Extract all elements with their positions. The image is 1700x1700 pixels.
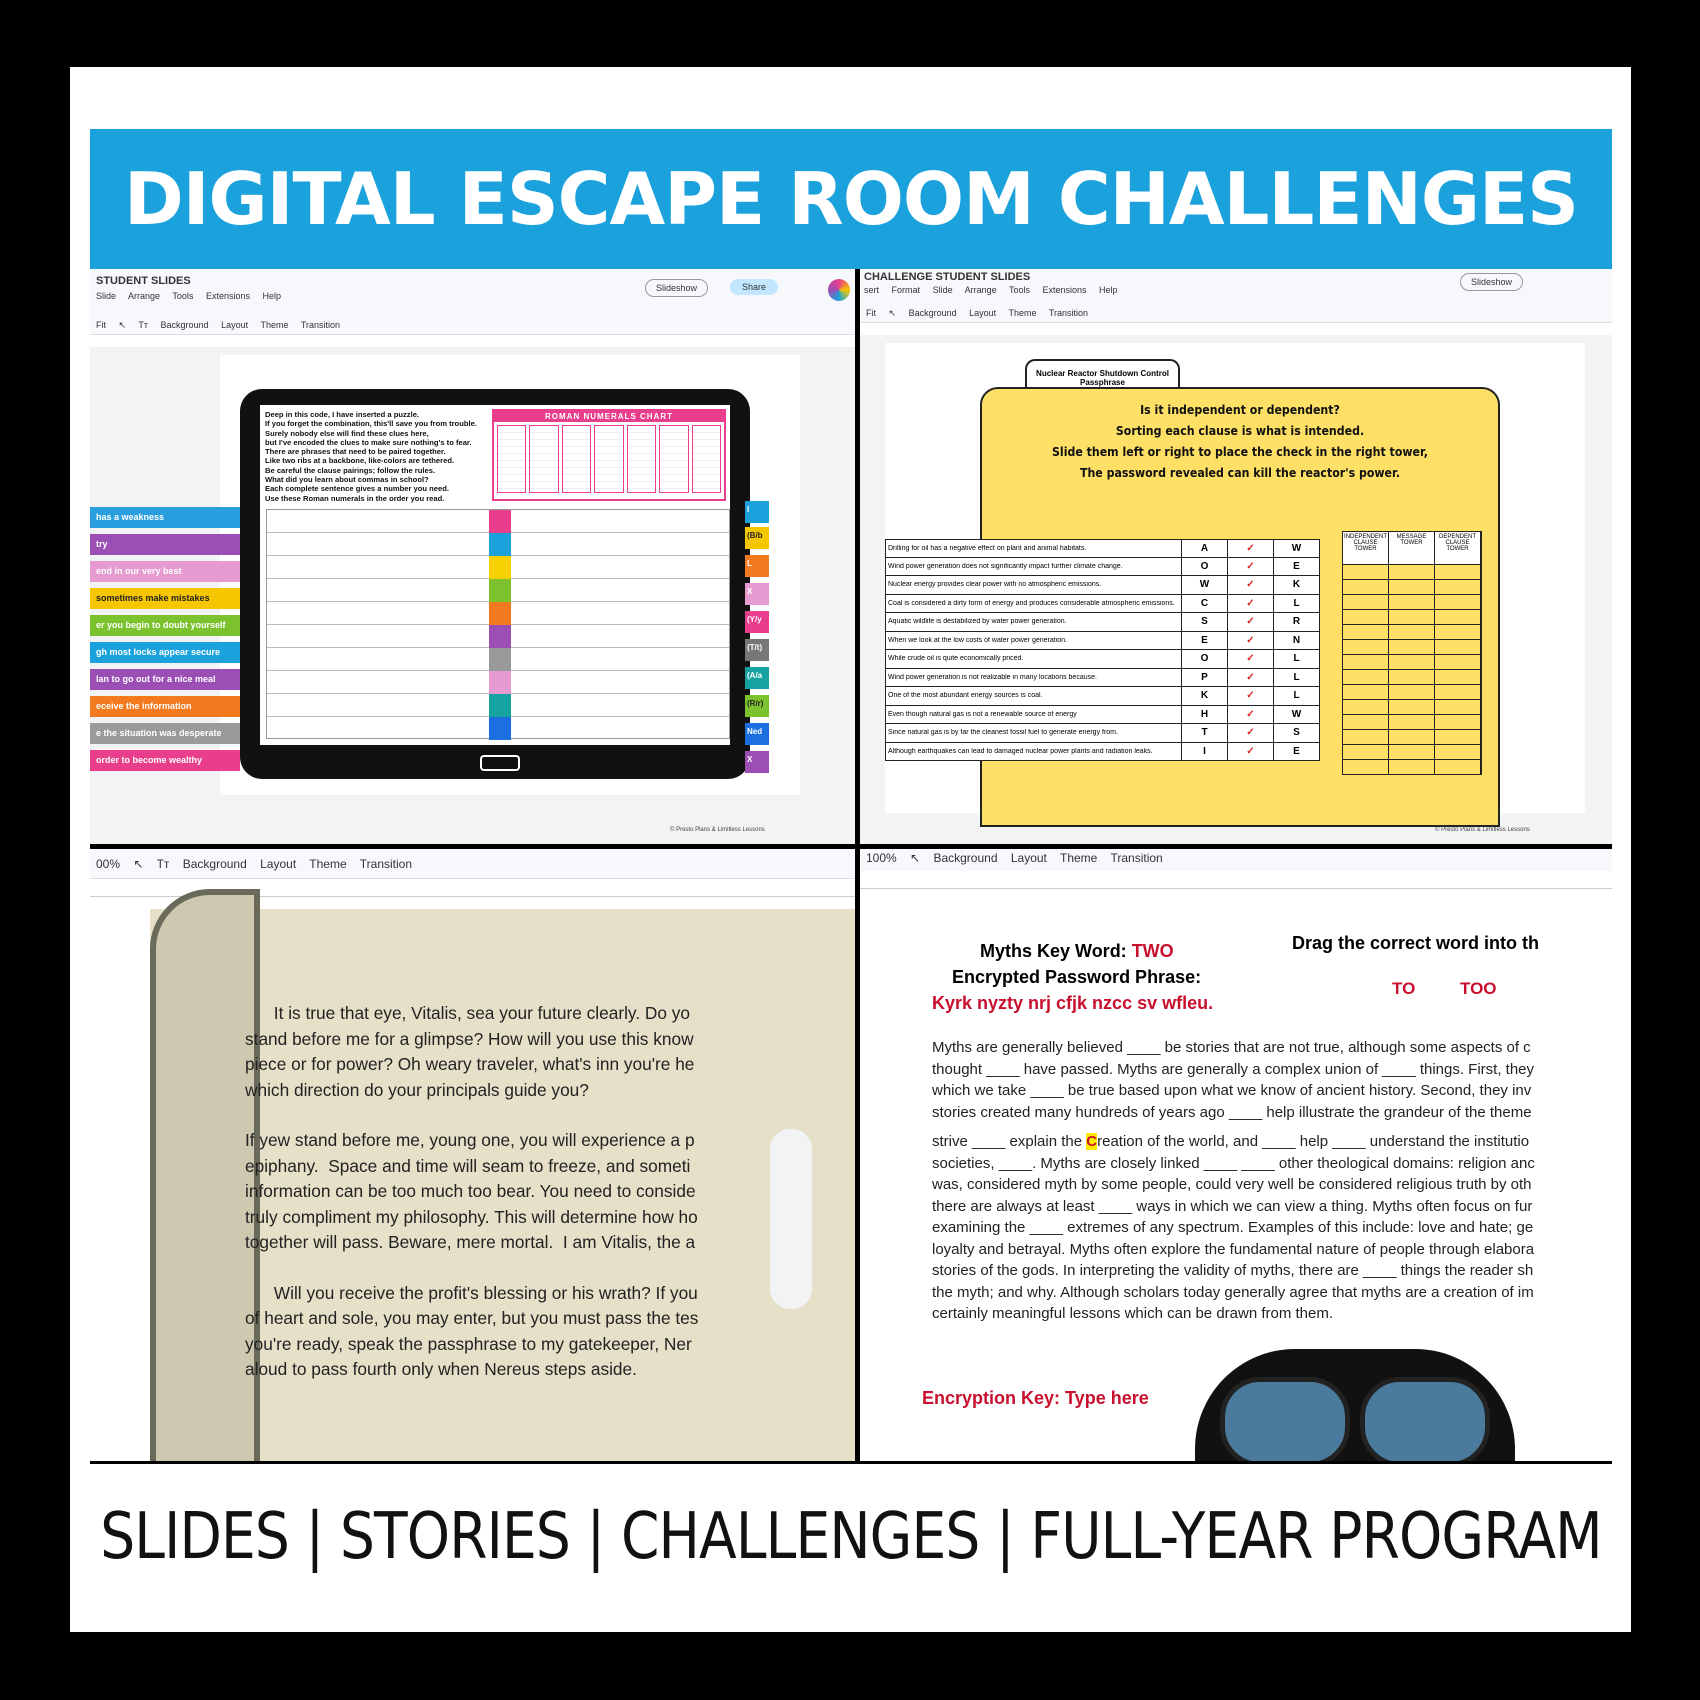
share-button[interactable]: Share — [730, 279, 778, 295]
poem-line: Deep in this code, I have inserted a puzzle. — [265, 410, 420, 419]
menu-format[interactable]: Format — [891, 285, 921, 295]
clue-tile[interactable]: er you begin to doubt yourself — [90, 615, 240, 636]
letter-left: C — [1181, 595, 1227, 613]
screenshot-myths-challenge — [860, 849, 1612, 1461]
myths-passage — [932, 1037, 1612, 1325]
menu-slide[interactable]: Slide — [932, 285, 953, 295]
story-line: of heart and sole, you may enter, but you must pass the tes — [245, 1308, 699, 1328]
slides-toolbar — [90, 317, 855, 335]
tower-row — [1343, 594, 1481, 609]
story-line: stand before me for a glimpse? How will you use this know — [245, 1028, 694, 1049]
background-button[interactable]: Background — [933, 851, 998, 865]
letter-left: T — [1181, 724, 1227, 742]
clause-row[interactable] — [885, 687, 1320, 706]
clause-row[interactable] — [885, 743, 1320, 762]
riddle — [1038, 399, 1443, 483]
slides-toolbar — [860, 849, 1612, 871]
clause-row[interactable] — [885, 706, 1320, 725]
check-icon[interactable]: ✓ — [1227, 706, 1273, 724]
transition-button[interactable]: Transition — [300, 320, 341, 330]
answer-tag[interactable]: (T/t) — [745, 639, 769, 661]
clue-tile[interactable]: lan to go out for a nice meal — [90, 669, 240, 690]
layout-button[interactable]: Layout — [1010, 851, 1047, 865]
tower-row — [1343, 759, 1481, 774]
slides-toolbar — [860, 305, 1612, 323]
theme-button[interactable]: Theme — [309, 857, 347, 871]
clause-text: Wind power generation does not significantly impact further climate change. — [888, 562, 1123, 570]
clause-text: Wind power generation is not realizable in many locations because. — [888, 673, 1097, 681]
clause-text: Since natural gas is by far the cleanest fossil fuel to generate energy from. — [888, 729, 1118, 737]
zoom-fit[interactable]: Fit — [96, 320, 106, 330]
story-paragraph — [245, 1001, 845, 1103]
letter-left: E — [1181, 632, 1227, 650]
letter-left: P — [1181, 669, 1227, 687]
answer-row[interactable] — [267, 579, 729, 602]
clause-text: Coal is considered a dirty form of energy and produces considerable atmospheric emissions. — [888, 599, 1175, 607]
roman-col — [627, 425, 656, 493]
layout-button[interactable]: Layout — [221, 320, 249, 330]
poem-line: Like two ribs at a backbone, like-colors are tethered. — [265, 456, 455, 466]
transition-button[interactable]: Transition — [359, 857, 413, 871]
outer-frame — [70, 67, 1631, 1632]
zoom-level[interactable]: 00% — [96, 857, 121, 871]
clause-text: Aquatic wildlife is destabilized by water power generation. — [888, 618, 1067, 626]
check-icon[interactable]: ✓ — [1227, 613, 1273, 631]
answer-row[interactable] — [267, 648, 729, 671]
clause-text: Even though natural gas is not a renewable source of energy — [888, 710, 1077, 718]
poem-line: Use these Roman numerals in the order you read. — [265, 493, 445, 503]
zoom-fit[interactable]: Fit — [866, 308, 876, 318]
letter-right: E — [1273, 558, 1319, 576]
poem-line: Surely nobody else will find these clues here, — [265, 428, 429, 438]
story-line: aloud to pass fourth only when Nereus steps aside. — [245, 1359, 637, 1379]
doc-title[interactable]: STUDENT SLIDES — [96, 275, 191, 287]
tower-row — [1343, 744, 1481, 759]
clause-text: Drilling for oil has a negative effect on plant and animal habitats. — [888, 544, 1087, 552]
letter-right: N — [1273, 632, 1319, 650]
menu-help[interactable]: Help — [1099, 285, 1118, 295]
poem-line: What did you learn about commas in school? — [265, 475, 429, 485]
cursor-icon[interactable]: ↖ — [133, 857, 144, 871]
passage-line: was, considered myth by some people, could very well be considered religious truth by oth — [932, 1176, 1532, 1193]
tower-row — [1343, 684, 1481, 699]
cursor-icon[interactable]: ↖ — [910, 851, 921, 865]
roman-chart-title: ROMAN NUMERALS CHART — [494, 411, 724, 422]
menu-slide[interactable]: Slide — [96, 291, 117, 301]
clause-text: While crude oil is quite economically priced. — [888, 655, 1024, 663]
screenshot-story-scroll — [90, 849, 855, 1461]
passage-line: Myths are generally believed ____ be stories that are not true, although some aspects of c — [932, 1039, 1531, 1056]
cursor-icon[interactable]: ↖ — [118, 320, 127, 330]
slideshow-button[interactable]: Slideshow — [645, 279, 708, 297]
answer-row[interactable] — [267, 717, 729, 740]
tower-row — [1343, 639, 1481, 654]
story-line: piece or for power? Oh weary traveler, what's inn you're he — [245, 1054, 695, 1074]
check-icon[interactable]: ✓ — [1227, 687, 1273, 705]
tablet-home-button — [480, 755, 520, 771]
clause-row[interactable] — [885, 669, 1320, 688]
answer-tag[interactable]: I — [745, 501, 769, 523]
roman-col — [562, 425, 591, 493]
theme-button[interactable]: Theme — [260, 320, 289, 330]
passage-line: strive ____ explain the Creation of the world, and ____ help ____ understand the institutio — [932, 1133, 1530, 1150]
answer-row[interactable] — [267, 510, 729, 533]
clause-row[interactable] — [885, 613, 1320, 632]
passage-line: societies, ____. Myths are closely linked ____ ____ other theological domains: religion anc — [932, 1154, 1535, 1172]
letter-left: H — [1181, 706, 1227, 724]
letter-right: S — [1273, 724, 1319, 742]
tower-table — [1342, 531, 1482, 775]
check-icon[interactable]: ✓ — [1227, 540, 1273, 557]
banner-title: DIGITAL ESCAPE ROOM CHALLENGES — [124, 157, 1578, 241]
letter-right: L — [1273, 669, 1319, 687]
story-line: information can be too much too bear. You need to conside — [245, 1181, 696, 1201]
slideshow-button[interactable]: Slideshow — [1460, 273, 1523, 291]
answer-tag[interactable]: X — [745, 751, 769, 773]
story-line: truly compliment my philosophy. This will determine how ho — [245, 1206, 698, 1227]
tower-row — [1343, 654, 1481, 669]
tablet-frame — [240, 389, 750, 779]
clue-tile[interactable]: try — [90, 534, 240, 555]
letter-left: I — [1181, 743, 1227, 761]
clause-text: When we look at the low costs of water power generation. — [888, 636, 1067, 644]
passage-line: examining the ____ extremes of any spectrum. Examples of this include: love and hate; ge — [932, 1219, 1534, 1236]
letter-right: L — [1273, 595, 1319, 613]
letter-right: W — [1273, 706, 1319, 724]
clue-tile[interactable]: gh most locks appear secure — [90, 642, 240, 663]
tower-header: MESSAGE TOWER — [1389, 532, 1435, 564]
clause-row[interactable] — [885, 650, 1320, 669]
scroll-curl — [150, 889, 260, 1461]
letter-left: O — [1181, 650, 1227, 668]
tower-row — [1343, 579, 1481, 594]
puzzle-poem — [265, 410, 490, 503]
folder-tab: Nuclear Reactor Shutdown Control Passphrase — [1025, 359, 1180, 399]
passage-line: there are always at least ____ ways in which we can view a thing. Myths often focus on fur — [932, 1197, 1533, 1215]
letter-left: K — [1181, 687, 1227, 705]
answer-row[interactable] — [267, 671, 729, 694]
tower-row — [1343, 729, 1481, 744]
answer-row[interactable] — [267, 602, 729, 625]
letter-left: A — [1181, 540, 1227, 557]
clause-text: Nuclear energy provides clear power with no atmospheric emissions. — [888, 581, 1102, 589]
letter-right: R — [1273, 613, 1319, 631]
check-icon[interactable]: ✓ — [1227, 576, 1273, 594]
check-icon[interactable]: ✓ — [1227, 558, 1273, 576]
key-word: TWO — [1131, 941, 1174, 961]
passage-line: stories of the gods. In interpreting the validity of myths, there are ____ things the reader sh — [932, 1262, 1534, 1279]
letter-right: K — [1273, 576, 1319, 594]
encrypted-phrase: Kyrk nyzty nrj cfjk nzcc sv wfleu. — [932, 993, 1214, 1013]
clause-sort-list — [885, 539, 1320, 761]
roman-col — [529, 425, 558, 493]
riddle-line: The password revealed can kill the reactor's power. — [1079, 465, 1401, 480]
answer-tag[interactable]: (B/b — [745, 527, 769, 549]
tower-row — [1343, 564, 1481, 579]
poem-line: If you forget the combination, this'll save you from trouble. — [265, 419, 477, 429]
clause-text: Although earthquakes can lead to damaged nuclear power plants and radiation leaks. — [888, 747, 1153, 755]
highlighted-letter: C — [1086, 1133, 1098, 1150]
slides-header — [860, 269, 1612, 305]
roman-col — [497, 425, 526, 493]
poem-line: Be careful the clause pairings; follow the rules. — [265, 465, 436, 475]
roman-numerals-chart — [492, 409, 726, 501]
answer-row[interactable] — [267, 625, 729, 648]
answer-tag[interactable]: X — [745, 583, 769, 605]
story-line: It is true that eye, Vitalis, sea your future clearly. Do yo — [245, 1003, 691, 1023]
clue-tile[interactable]: has a weakness — [90, 507, 240, 528]
text-icon[interactable]: Tт — [138, 320, 149, 330]
tower-row — [1343, 669, 1481, 684]
letter-right: L — [1273, 687, 1319, 705]
tower-header: INDEPENDENT CLAUSE TOWER — [1343, 532, 1389, 564]
menu-tools[interactable]: Tools — [1008, 285, 1030, 295]
layout-button[interactable]: Layout — [969, 308, 997, 318]
passage-line: thought ____ have passed. Myths are generally a complex union of ____ things. First, they — [932, 1060, 1535, 1078]
menu-extensions[interactable]: Extensions — [1042, 285, 1087, 295]
background-button[interactable]: Background — [160, 320, 209, 330]
doc-title[interactable]: CHALLENGE STUDENT SLIDES — [864, 271, 1031, 283]
screenshot-escape-slides — [90, 269, 855, 844]
passage-line: loyalty and betrayal. Myths often explore the fundamental nature of people through elabora — [932, 1240, 1535, 1258]
roman-col — [692, 425, 721, 493]
poem-line: Each complete sentence gives a number you need. — [265, 484, 450, 494]
clause-text: One of the most abundant energy sources is coal. — [888, 692, 1043, 700]
letter-right: L — [1273, 650, 1319, 668]
answer-tag[interactable]: (A/a — [745, 667, 769, 689]
check-icon[interactable]: ✓ — [1227, 743, 1273, 761]
layout-button[interactable]: Layout — [260, 857, 297, 871]
check-icon[interactable]: ✓ — [1227, 650, 1273, 668]
story-text — [245, 1001, 845, 1408]
menu-bar — [96, 291, 291, 301]
background-button[interactable]: Background — [182, 857, 247, 871]
theme-button[interactable]: Theme — [1008, 308, 1037, 318]
encryption-key-input[interactable]: Encryption Key: Type here — [922, 1388, 1149, 1408]
story-line: If yew stand before me, young one, you will experience a p — [245, 1130, 695, 1150]
passage-line: the myth; and why. Although scholars today generally agree that myths are a creation of im — [932, 1283, 1534, 1301]
mask-lens — [1220, 1377, 1350, 1461]
transition-button[interactable]: Transition — [1110, 851, 1163, 865]
riddle-line: Slide them left or right to place the check in the right tower, — [1052, 444, 1428, 459]
encrypted-phrase-label: Encrypted Password Phrase: — [952, 967, 1202, 987]
clue-tile[interactable]: e the situation was desperate — [90, 723, 240, 744]
footer-banner — [90, 1464, 1612, 1609]
screenshot-sorting-challenge — [860, 269, 1612, 844]
clause-row[interactable] — [885, 632, 1320, 651]
tablet-screen — [260, 405, 730, 745]
tower-header: DEPENDENT CLAUSE TOWER — [1435, 532, 1481, 564]
ruler — [860, 871, 1612, 889]
tower-row — [1343, 624, 1481, 639]
story-line: together will pass. Beware, mere mortal. I am Vitalis, the a — [245, 1232, 696, 1252]
answer-row[interactable] — [267, 556, 729, 579]
check-icon[interactable]: ✓ — [1227, 595, 1273, 613]
menu-tools[interactable]: Tools — [172, 291, 194, 301]
roman-col — [659, 425, 688, 493]
tower-row — [1343, 714, 1481, 729]
footer-tagline: SLIDES | STORIES | CHALLENGES | FULL-YEAR PROGRAM — [100, 1499, 1602, 1574]
answer-tag[interactable]: (R/r) — [745, 695, 769, 717]
menu-help[interactable]: Help — [262, 291, 281, 301]
diving-mask-image — [1195, 1349, 1515, 1461]
word-tile-to[interactable]: TO — [1392, 979, 1416, 998]
inner-frame — [90, 89, 1612, 1609]
clause-row[interactable] — [885, 724, 1320, 743]
clue-tile[interactable]: eceive the information — [90, 696, 240, 717]
letter-left: O — [1181, 558, 1227, 576]
passage-line: stories created many hundreds of years ago ____ help illustrate the grandeur of the theme — [932, 1103, 1532, 1121]
answer-rows — [266, 509, 730, 739]
clause-row[interactable] — [885, 558, 1320, 577]
answer-tag[interactable]: Ned — [745, 723, 769, 745]
menu-arrange[interactable]: Arrange — [128, 291, 161, 301]
menu-extensions[interactable]: Extensions — [205, 291, 250, 301]
story-line: which direction do your principals guide you? — [245, 1079, 589, 1100]
slides-toolbar — [90, 849, 855, 879]
check-icon[interactable]: ✓ — [1227, 669, 1273, 687]
word-tile-too[interactable]: TOO — [1460, 979, 1497, 998]
clue-tile[interactable]: sometimes make mistakes — [90, 588, 240, 609]
key-word-label: Myths Key Word: TWO — [980, 941, 1174, 961]
avatar[interactable] — [828, 279, 850, 301]
letter-right: E — [1273, 743, 1319, 761]
letter-left: S — [1181, 613, 1227, 631]
cursor-icon[interactable]: ↖ — [888, 308, 897, 318]
poem-line: but I've encoded the clues to make sure nothing's to fear. — [265, 437, 472, 447]
story-paragraph — [245, 1281, 845, 1383]
zoom-level[interactable]: 100% — [866, 851, 897, 865]
story-line: you're ready, speak the passphrase to my gatekeeper, Ner — [245, 1333, 692, 1354]
menu-arrange[interactable]: Arrange — [964, 285, 997, 295]
riddle-line: Sorting each clause is what is intended. — [1115, 423, 1365, 438]
theme-button[interactable]: Theme — [1060, 851, 1098, 865]
story-paragraph — [245, 1128, 845, 1256]
copyright: © Presto Plans & Limitless Lessons — [670, 827, 765, 833]
passage-line: which we take ____ be true based upon what we know of ancient history. Second, they inv — [932, 1082, 1532, 1099]
story-line: epiphany. Space and time will seam to freeze, and someti — [245, 1155, 691, 1176]
answer-tag[interactable]: L — [745, 555, 769, 577]
clue-tile[interactable]: end in our very best — [90, 561, 240, 582]
side-panel — [770, 1129, 812, 1309]
title-banner — [90, 129, 1612, 269]
transition-button[interactable]: Transition — [1048, 308, 1089, 318]
check-icon[interactable]: ✓ — [1227, 724, 1273, 742]
menu-bar — [864, 285, 1128, 295]
answer-row[interactable] — [267, 694, 729, 717]
mask-lens — [1360, 1377, 1490, 1461]
check-icon[interactable]: ✓ — [1227, 632, 1273, 650]
clause-row[interactable] — [885, 576, 1320, 595]
clause-row[interactable] — [885, 595, 1320, 614]
background-button[interactable]: Background — [908, 308, 957, 318]
slides-header — [90, 269, 855, 317]
letter-left: W — [1181, 576, 1227, 594]
tower-row — [1343, 609, 1481, 624]
menu-insert[interactable]: sert — [864, 285, 880, 295]
top-margin — [90, 89, 1612, 129]
roman-col — [594, 425, 623, 493]
clause-row[interactable] — [885, 539, 1320, 558]
passage-line: certainly meaningful lessons which can be drawn from them. — [932, 1305, 1334, 1322]
answer-row[interactable] — [267, 533, 729, 556]
letter-right: W — [1273, 540, 1319, 557]
drag-instruction: Drag the correct word into th — [1292, 933, 1540, 953]
tower-row — [1343, 699, 1481, 714]
poem-line: There are phrases that need to be paired together. — [265, 447, 446, 457]
text-icon[interactable]: Tт — [156, 857, 170, 871]
copyright: © Presto Plans & Limitless Lessons — [1435, 827, 1530, 833]
story-line: Will you receive the profit's blessing or his wrath? If you — [245, 1282, 698, 1303]
clue-tile[interactable]: order to become wealthy — [90, 750, 240, 771]
riddle-line: Is it independent or dependent? — [1140, 402, 1340, 417]
answer-tag[interactable]: (Y/y — [745, 611, 769, 633]
